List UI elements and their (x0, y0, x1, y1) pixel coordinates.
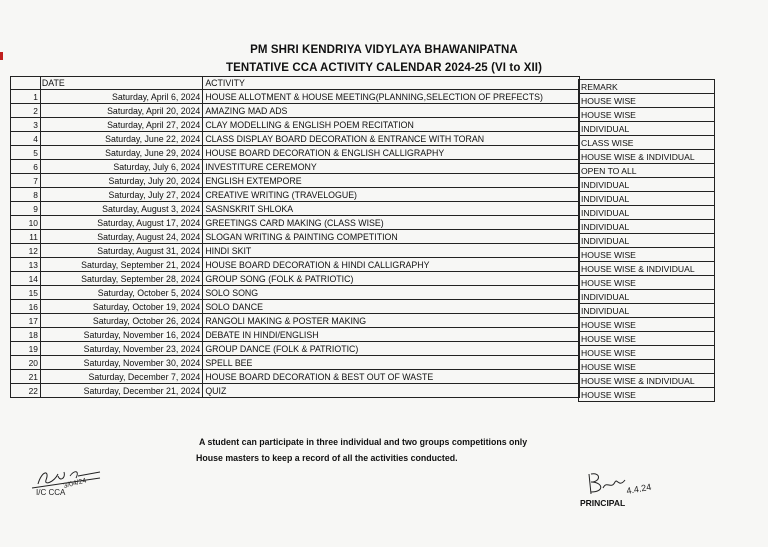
row-date: Saturday, December 21, 2024 (40, 384, 202, 398)
table-row (11, 104, 580, 118)
row-number: 3 (11, 118, 41, 132)
row-number: 22 (11, 384, 41, 398)
remark-row (579, 234, 715, 248)
table-row (11, 286, 580, 300)
table-row (11, 160, 580, 174)
row-date: Saturday, June 22, 2024 (40, 132, 202, 146)
row-number: 4 (11, 132, 41, 146)
row-date: Saturday, August 24, 2024 (40, 230, 202, 244)
remark-row (579, 220, 715, 234)
row-date: Saturday, April 6, 2024 (40, 90, 202, 104)
row-activity: SOLO DANCE (203, 300, 580, 314)
remark-row (579, 122, 715, 136)
remark-table (578, 79, 715, 402)
table-row (11, 174, 580, 188)
row-activity: HINDI SKIT (203, 244, 580, 258)
row-remark: INDIVIDUAL (579, 192, 715, 206)
table-row (11, 356, 580, 370)
table-row (11, 146, 580, 160)
row-date: Saturday, August 17, 2024 (40, 216, 202, 230)
row-remark: INDIVIDUAL (579, 234, 715, 248)
remark-row (579, 290, 715, 304)
row-remark: HOUSE WISE (579, 318, 715, 332)
row-remark: HOUSE WISE (579, 346, 715, 360)
header-cell-date: DATE (40, 77, 202, 90)
row-date: Saturday, October 19, 2024 (40, 300, 202, 314)
row-activity: AMAZING MAD ADS (203, 104, 580, 118)
remark-row (579, 136, 715, 150)
table-row (11, 328, 580, 342)
table-row (11, 244, 580, 258)
remark-row (579, 108, 715, 122)
svg-text:I/C CCA: I/C CCA (36, 488, 66, 497)
row-number: 14 (11, 272, 41, 286)
row-activity: DEBATE IN HINDI/ENGLISH (203, 328, 580, 342)
row-number: 11 (11, 230, 41, 244)
remark-row (579, 262, 715, 276)
row-remark: INDIVIDUAL (579, 220, 715, 234)
table-row (11, 230, 580, 244)
row-date: Saturday, September 21, 2024 (40, 258, 202, 272)
remark-row (579, 192, 715, 206)
table-row (11, 272, 580, 286)
remark-row (579, 360, 715, 374)
row-date: Saturday, August 31, 2024 (40, 244, 202, 258)
row-remark: HOUSE WISE & INDIVIDUAL (579, 262, 715, 276)
row-date: Saturday, November 23, 2024 (40, 342, 202, 356)
row-number: 8 (11, 188, 41, 202)
row-activity: SOLO SONG (203, 286, 580, 300)
row-number: 16 (11, 300, 41, 314)
remark-row (579, 248, 715, 262)
row-remark: CLASS WISE (579, 136, 715, 150)
row-activity: QUIZ (203, 384, 580, 398)
remark-row (579, 388, 715, 402)
row-date: Saturday, July 20, 2024 (40, 174, 202, 188)
table-row (11, 132, 580, 146)
row-date: Saturday, August 3, 2024 (40, 202, 202, 216)
remark-row (579, 276, 715, 290)
row-activity: CREATIVE WRITING (TRAVELOGUE) (203, 188, 580, 202)
school-title: PM SHRI KENDRIYA VIDYLAYA BHAWANIPATNA (250, 44, 518, 56)
row-date: Saturday, July 27, 2024 (40, 188, 202, 202)
row-activity: SPELL BEE (203, 356, 580, 370)
row-remark: INDIVIDUAL (579, 304, 715, 318)
row-date: Saturday, December 7, 2024 (40, 370, 202, 384)
table-row (11, 370, 580, 384)
row-date: Saturday, October 5, 2024 (40, 286, 202, 300)
calendar-title: TENTATIVE CCA ACTIVITY CALENDAR 2024-25 (VI to XII) (225, 62, 543, 74)
principal-label: PRINCIPAL (580, 498, 626, 508)
row-remark: INDIVIDUAL (579, 206, 715, 220)
remark-row (579, 206, 715, 220)
row-remark: INDIVIDUAL (579, 290, 715, 304)
row-activity: INVESTITURE CEREMONY (203, 160, 580, 174)
remark-row (579, 164, 715, 178)
row-activity: HOUSE BOARD DECORATION & BEST OUT OF WASTE (203, 370, 580, 384)
row-number: 5 (11, 146, 41, 160)
row-activity: SLOGAN WRITING & PAINTING COMPETITION (203, 230, 580, 244)
table-row (11, 258, 580, 272)
row-date: Saturday, April 20, 2024 (40, 104, 202, 118)
cca-incharge-signature (30, 464, 110, 498)
row-number: 9 (11, 202, 41, 216)
table-row (11, 90, 580, 104)
remark-row (579, 94, 715, 108)
row-date: Saturday, October 26, 2024 (40, 314, 202, 328)
remark-header-row (579, 80, 715, 94)
row-activity: HOUSE BOARD DECORATION & HINDI CALLIGRAPHY (203, 258, 580, 272)
row-remark: HOUSE WISE (579, 108, 715, 122)
table-row (11, 342, 580, 356)
row-activity: CLAY MODELLING & ENGLISH POEM RECITATION (203, 118, 580, 132)
row-number: 7 (11, 174, 41, 188)
activity-table (10, 76, 580, 398)
row-date: Saturday, November 30, 2024 (40, 356, 202, 370)
table-header-row (11, 77, 580, 90)
row-remark: OPEN TO ALL (579, 164, 715, 178)
row-remark: HOUSE WISE (579, 360, 715, 374)
row-number: 19 (11, 342, 41, 356)
row-remark: HOUSE WISE (579, 388, 715, 402)
row-activity: HOUSE BOARD DECORATION & ENGLISH CALLIGRAPHY (203, 146, 580, 160)
remark-row (579, 318, 715, 332)
remark-row (579, 304, 715, 318)
row-number: 6 (11, 160, 41, 174)
row-remark: HOUSE WISE & INDIVIDUAL (579, 374, 715, 388)
svg-text:3/04/24: 3/04/24 (62, 477, 88, 490)
row-date: Saturday, November 16, 2024 (40, 328, 202, 342)
row-number: 1 (11, 90, 41, 104)
remark-row (579, 374, 715, 388)
row-activity: SASNSKRIT SHLOKA (203, 202, 580, 216)
header-cell-remark: REMARK (579, 80, 715, 94)
table-row (11, 202, 580, 216)
row-number: 10 (11, 216, 41, 230)
remark-row (579, 346, 715, 360)
row-date: Saturday, June 29, 2024 (40, 146, 202, 160)
table-row (11, 384, 580, 398)
row-number: 2 (11, 104, 41, 118)
row-date: Saturday, September 28, 2024 (40, 272, 202, 286)
table-row (11, 314, 580, 328)
row-activity: GREETINGS CARD MAKING (CLASS WISE) (203, 216, 580, 230)
row-number: 18 (11, 328, 41, 342)
remark-row (579, 150, 715, 164)
row-activity: ENGLISH EXTEMPORE (203, 174, 580, 188)
row-number: 15 (11, 286, 41, 300)
header-cell-number (11, 77, 41, 90)
row-number: 20 (11, 356, 41, 370)
table-row (11, 118, 580, 132)
table-row (11, 188, 580, 202)
table-row (11, 216, 580, 230)
svg-text:4.4.24: 4.4.24 (625, 481, 652, 496)
row-remark: INDIVIDUAL (579, 122, 715, 136)
row-date: Saturday, April 27, 2024 (40, 118, 202, 132)
participation-note: A student can participate in three individual and two groups competitions only (199, 437, 528, 447)
row-activity: CLASS DISPLAY BOARD DECORATION & ENTRANCE WITH TORAN (203, 132, 580, 146)
row-remark: HOUSE WISE & INDIVIDUAL (579, 150, 715, 164)
remark-row (579, 332, 715, 346)
row-remark: HOUSE WISE (579, 276, 715, 290)
remark-row (579, 178, 715, 192)
row-date: Saturday, July 6, 2024 (40, 160, 202, 174)
row-number: 13 (11, 258, 41, 272)
row-activity: GROUP SONG (FOLK & PATRIOTIC) (203, 272, 580, 286)
row-activity: HOUSE ALLOTMENT & HOUSE MEETING(PLANNING,SELECTION OF PREFECTS) (203, 90, 580, 104)
row-activity: GROUP DANCE (FOLK & PATRIOTIC) (203, 342, 580, 356)
row-remark: HOUSE WISE (579, 248, 715, 262)
table-row (11, 300, 580, 314)
row-number: 17 (11, 314, 41, 328)
row-remark: HOUSE WISE (579, 94, 715, 108)
header-cell-activity: ACTIVITY (203, 77, 580, 90)
principal-signature (585, 468, 675, 500)
row-number: 21 (11, 370, 41, 384)
row-activity: RANGOLI MAKING & POSTER MAKING (203, 314, 580, 328)
row-number: 12 (11, 244, 41, 258)
row-remark: HOUSE WISE (579, 332, 715, 346)
row-remark: INDIVIDUAL (579, 178, 715, 192)
record-note: House masters to keep a record of all the activities conducted. (196, 453, 458, 463)
